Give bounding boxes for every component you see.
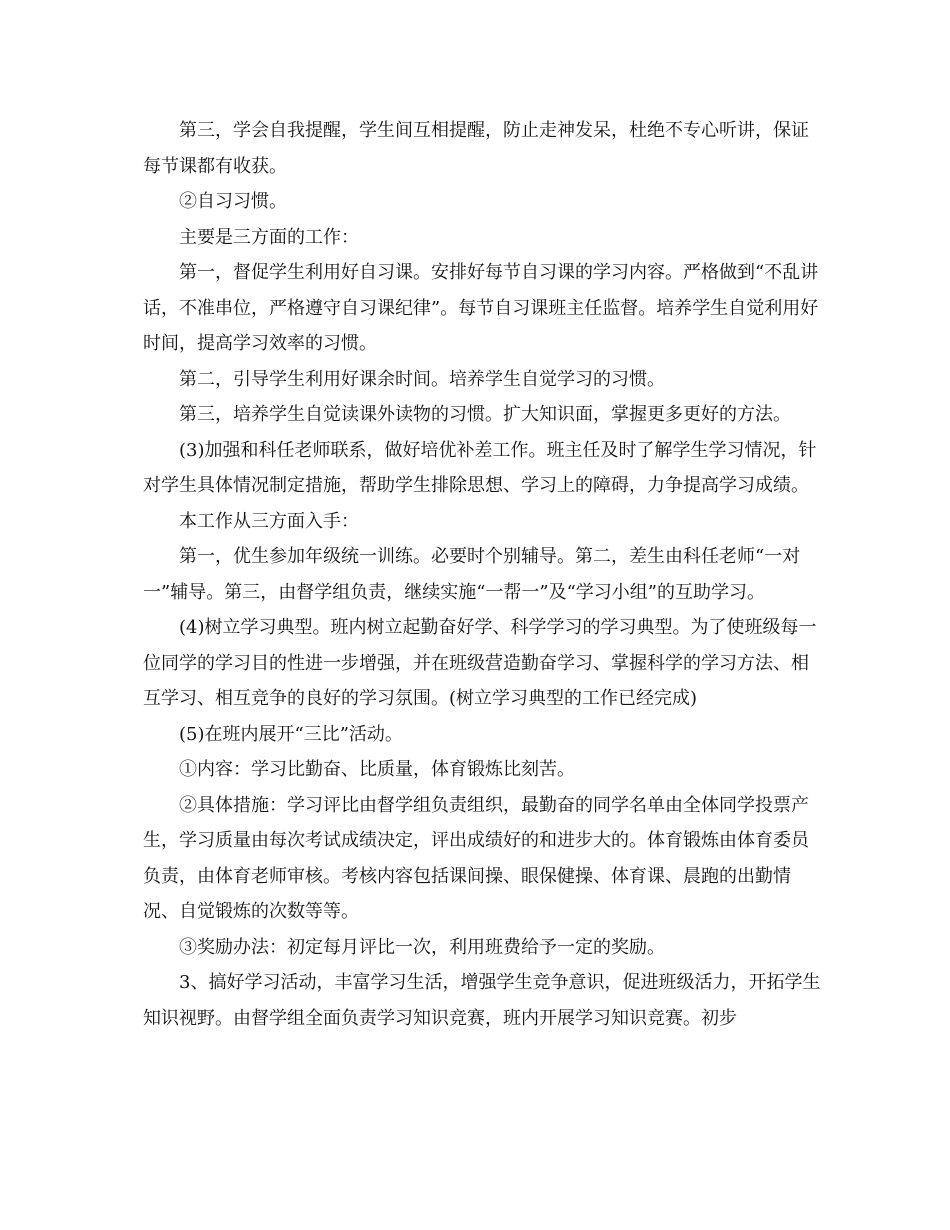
paragraph: ③奖励办法：初定每月评比一次，利用班费给予一定的奖励。 — [179, 936, 665, 958]
paragraph: 第一，优生参加年级统一训练。必要时个别辅导。第二，差生由科任老师“一对一”辅导。第三，由督学组负责，继续实施“一帮一”及“学习小组”的互助学习。 — [143, 546, 801, 603]
paragraph: 本工作从三方面入手： — [179, 510, 359, 532]
paragraph: 第一，督促学生利用好自习课。安排好每节自习课的学习内容。严格做到“不乱讲话，不准串位，严格遵守自习课纪律”。每节自习课班主任监督。培养学生自觉利用好时间，提高学习效率的习惯。 — [143, 262, 819, 354]
paragraph: 第二，引导学生利用好课余时间。培养学生自觉学习的习惯。 — [179, 368, 665, 390]
paragraph: (4)树立学习典型。班内树立起勤奋好学、科学学习的学习典型。为了使班级每一位同学的学习目的性进一步增强，并在班级营造勤奋学习、掌握科学的学习方法、相互学习、相互竞争的良好的学习氛围。(树立学习典型的工作已经完成) — [143, 617, 817, 709]
paragraph: 主要是三方面的工作： — [179, 226, 359, 248]
paragraph: ②具体措施：学习评比由督学组负责组织，最勤奋的同学名单由全体同学投票产生，学习质量由每次考试成绩决定，评出成绩好的和进步大的。体育锻炼由体育委员负责，由体育老师审核。考核内容包括课间操、眼保健操、体育课、晨跑的出勤情况、自觉锻炼的次数等等。 — [143, 794, 809, 922]
paragraph: ②自习习惯。 — [179, 191, 287, 212]
paragraph: 3、搞好学习活动，丰富学习生活，增强学生竞争意识，促进班级活力，开拓学生知识视野。由督学组全面负责学习知识竞赛，班内开展学习知识竞赛。初步 — [143, 972, 821, 1029]
paragraph: 第三，学会自我提醒，学生间互相提醒，防止走神发呆，杜绝不专心听讲，保证每节课都有收获。 — [143, 120, 809, 177]
paragraph: 第三，培养学生自觉读课外读物的习惯。扩大知识面，掌握更多更好的方法。 — [179, 404, 791, 425]
paragraph: (5)在班内展开“三比”活动。 — [179, 723, 403, 745]
paragraph: (3)加强和科任老师联系，做好培优补差工作。班主任及时了解学生学习情况，针对学生具体情况制定措施，帮助学生排除思想、学习上的障碍，力争提高学习成绩。 — [143, 439, 817, 496]
paragraph: ①内容：学习比勤奋、比质量，体育锻炼比刻苦。 — [179, 759, 575, 780]
